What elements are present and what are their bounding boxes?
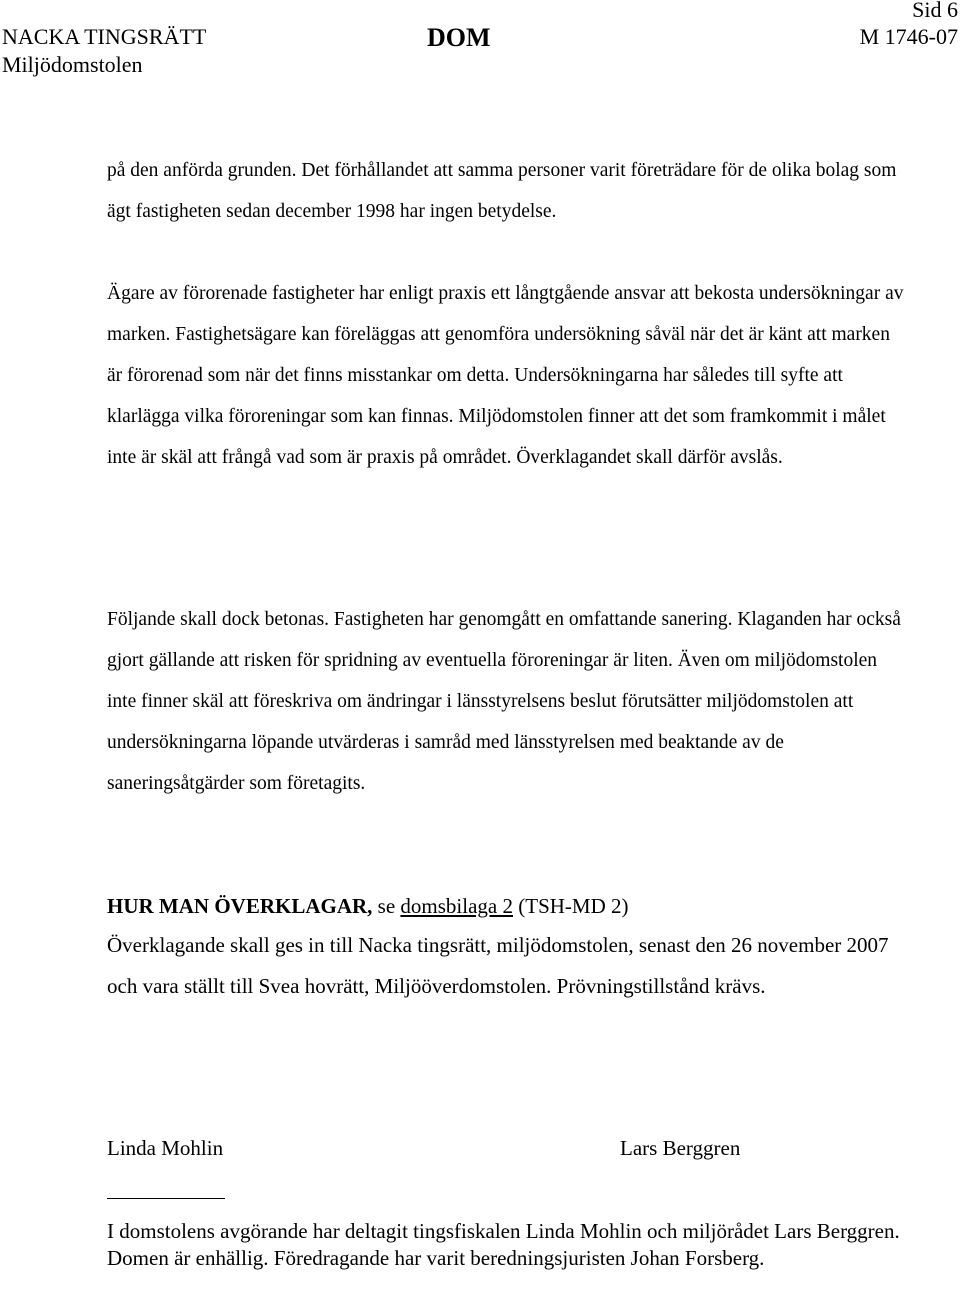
paragraph-grounds: på den anförda grunden. Det förhållandet att samma personer varit företrädare för de olika bolag som ägt fastigheten sedan december 1998 har ingen betydelse. — [107, 160, 897, 222]
signature-signer-2: Lars Berggren — [620, 1136, 741, 1160]
appeal-see-text: se — [377, 894, 396, 918]
footnote-divider — [107, 1198, 225, 1199]
court-name: NACKA TINGSRÄTT — [2, 24, 207, 49]
case-number: M 1746-07 — [859, 24, 958, 49]
signature-signer-1: Linda Mohlin — [107, 1136, 224, 1160]
appeal-heading: HUR MAN ÖVERKLAGAR, — [107, 894, 373, 918]
appendix-code: (TSH-MD 2) — [518, 894, 629, 918]
footnote-text: I domstolens avgörande har deltagit tingsfiskalen Linda Mohlin och miljörådet Lars Berggren. Domen är enhällig. Föredragande har varit beredningsjuristen Johan Forsberg. — [107, 1219, 900, 1270]
document-type: DOM — [427, 23, 491, 52]
page-number: Sid 6 — [912, 0, 958, 22]
appendix-link[interactable]: domsbilaga 2 — [400, 894, 513, 918]
paragraph-remarks: Följande skall dock betonas. Fastigheten har genomgått en omfattande sanering. Klaganden har också gjort gällande att risken för spridning av eventuella föroreningar är liten. Även om miljödomstolen inte finner skäl att föreskriva om ändringar i länsstyrelsens beslut förutsätter miljödomstolen att undersökningarna löpande utvärderas i samråd med länsstyrelsen med beaktande av de saneringsåtgärder som företagits. — [107, 609, 901, 794]
court-division: Miljödomstolen — [2, 52, 143, 77]
appeal-heading-line — [107, 886, 629, 926]
paragraph-reasoning: Ägare av förorenade fastigheter har enligt praxis ett långtgående ansvar att bekosta undersökningar av marken. Fastighetsägare kan föreläggas att genomföra undersökning såväl när det är känt att marken är förorenad som när det finns misstankar om detta. Undersökningarna har således till syfte att klarlägga vilka föroreningar som kan finnas. Miljödomstolen finner att det som framkommit i målet inte är skäl att frångå vad som är praxis på området. Överklagandet skall därför avslås. — [107, 283, 904, 468]
appeal-instructions: Överklagande skall ges in till Nacka tingsrätt, miljödomstolen, senast den 26 november 2007 och vara ställt till Svea hovrätt, Miljööverdomstolen. Prövningstillstånd krävs. — [107, 933, 889, 998]
